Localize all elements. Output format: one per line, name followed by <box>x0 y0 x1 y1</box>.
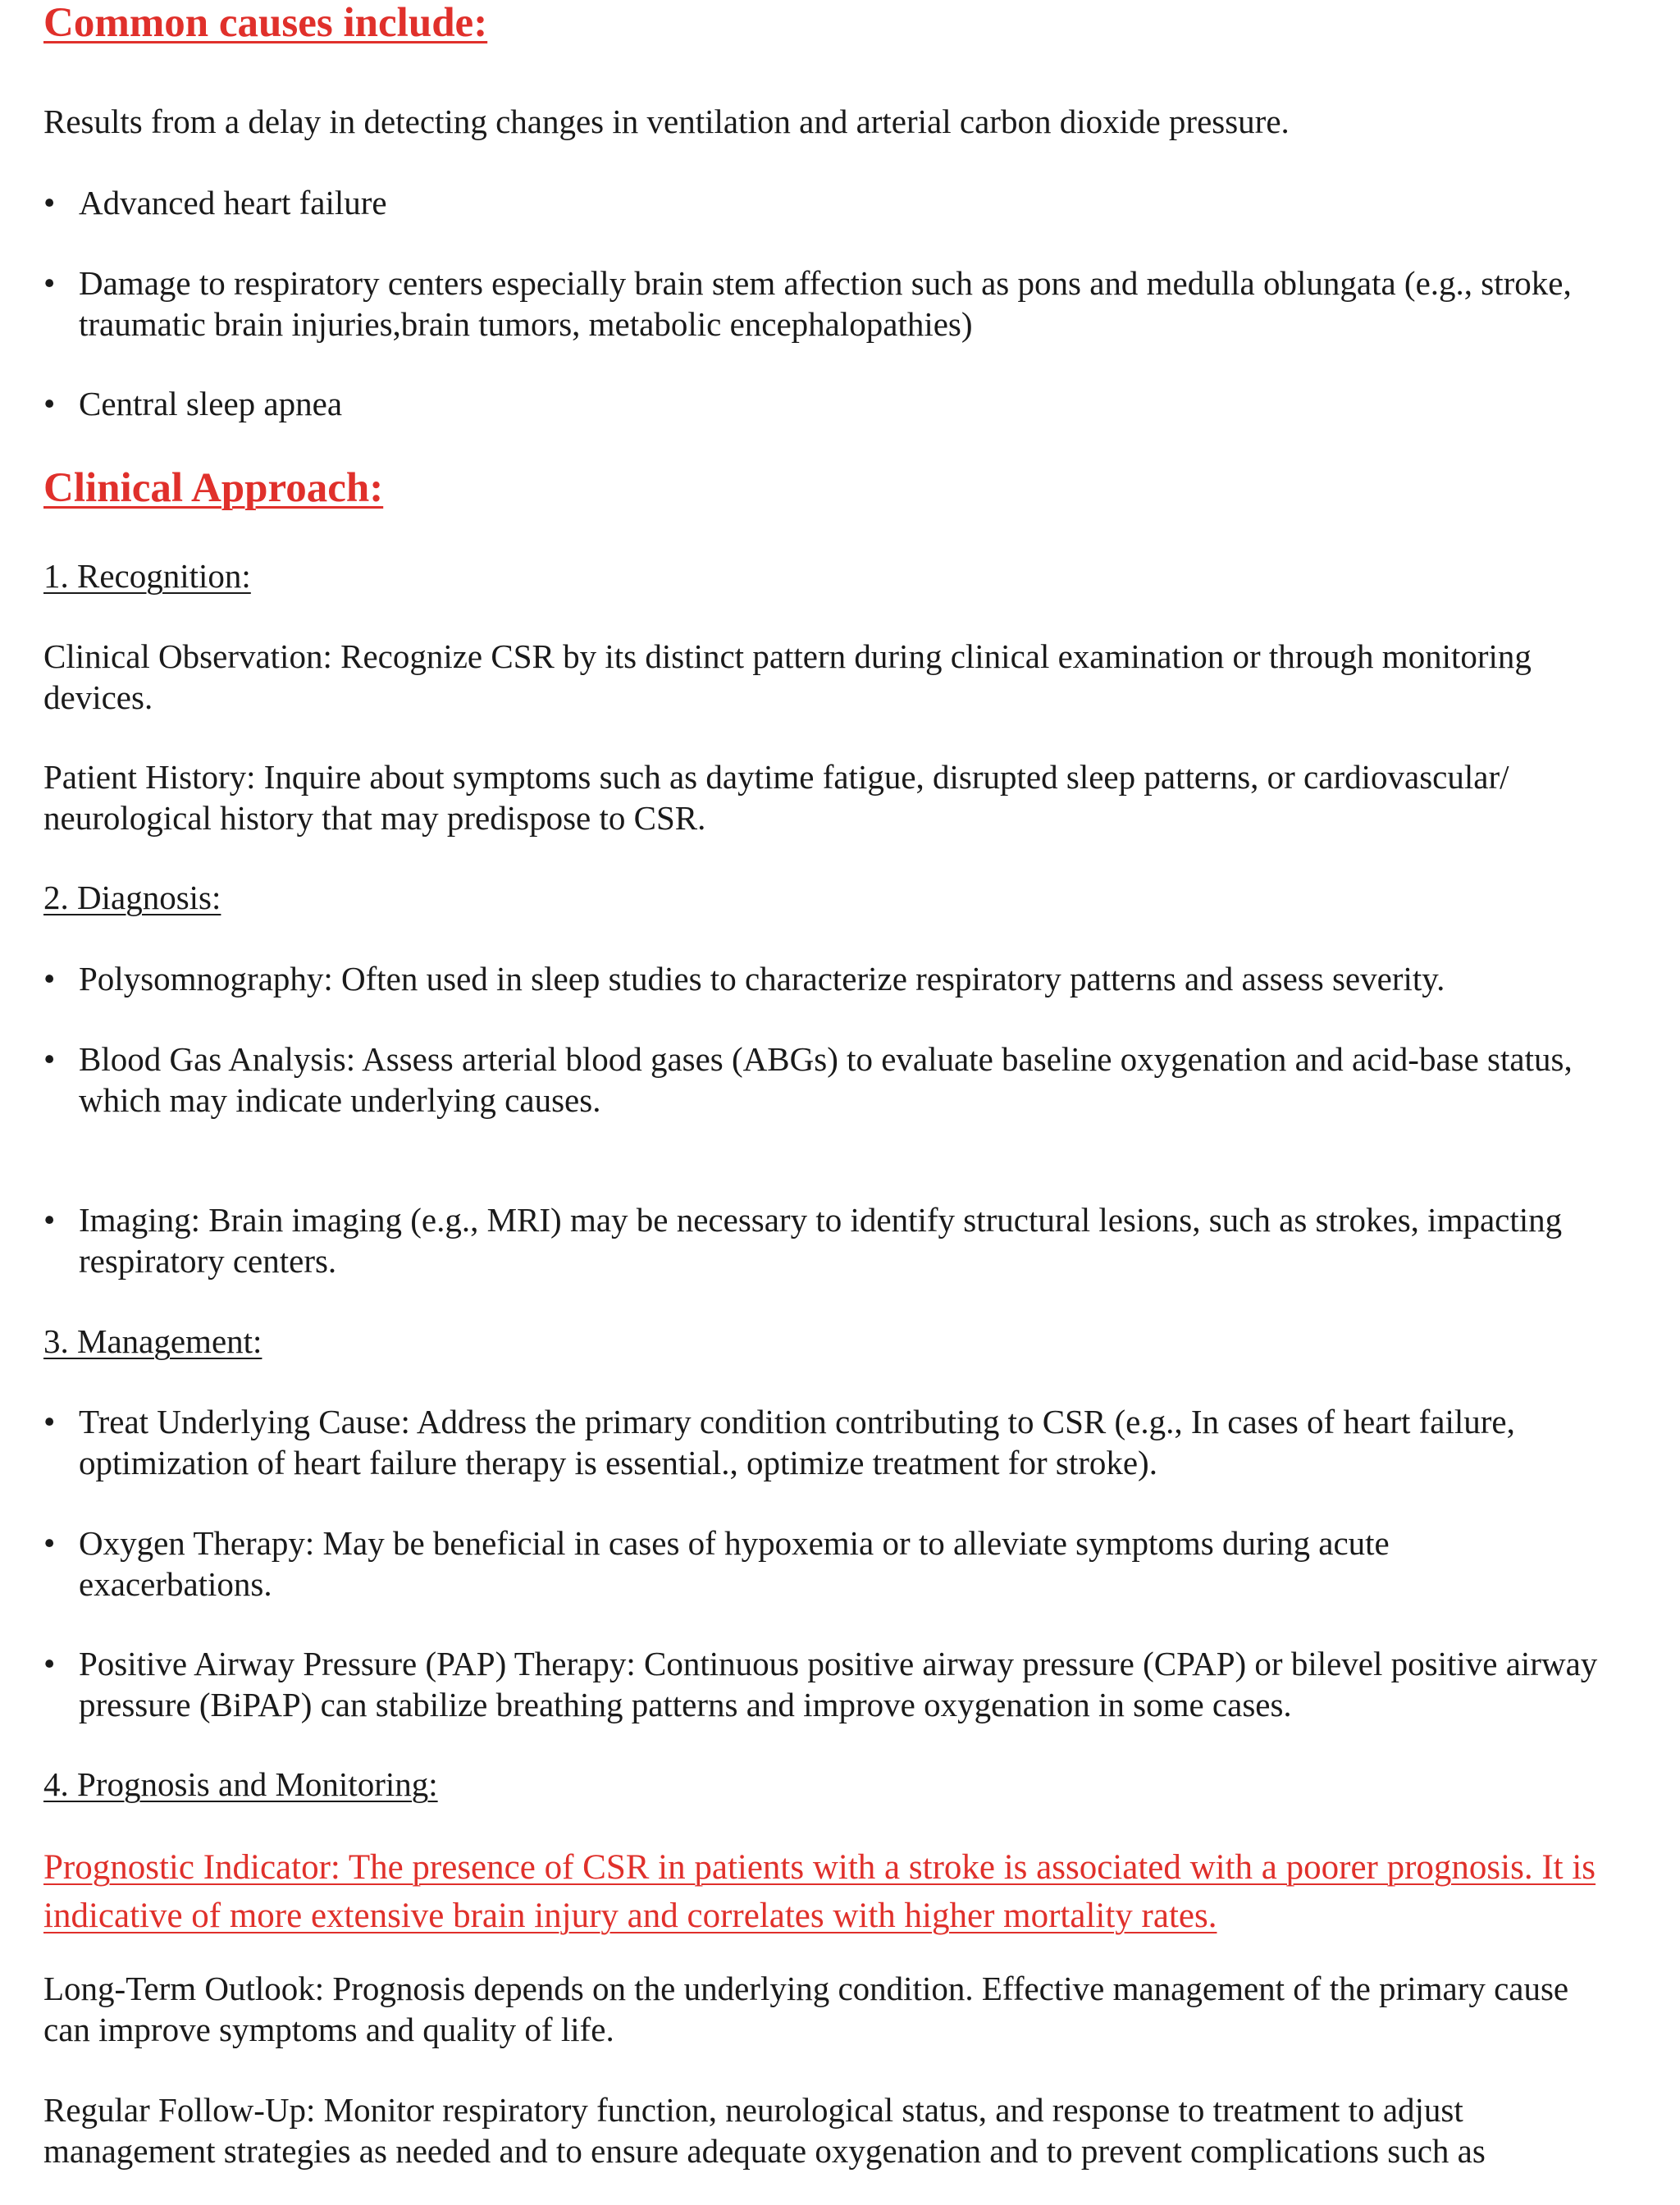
diagnosis-text: Blood Gas Analysis: Assess arterial blood gases (ABGs) to evaluate baseline oxygenation and acid-base status, which may indicate underlying causes. <box>79 1040 1573 1119</box>
bullet-icon: • <box>43 1645 56 1682</box>
management-text: Oxygen Therapy: May be beneficial in cases of hypoxemia or to alleviate symptoms during acute exacerbations. <box>79 1524 1390 1603</box>
bullet-icon: • <box>43 385 56 422</box>
cause-item <box>43 182 1651 223</box>
cause-item <box>43 383 1651 424</box>
heading-clinical-approach: Clinical Approach: <box>43 465 384 511</box>
cause-text: Advanced heart failure <box>79 184 387 221</box>
cause-text: Central sleep apnea <box>79 385 343 422</box>
section-title-management: 3. Management: <box>43 1322 262 1360</box>
diagnosis-item <box>43 1039 1602 1121</box>
bullet-icon: • <box>43 960 56 998</box>
section-title-recognition: 1. Recognition: <box>43 557 251 595</box>
bullet-icon: • <box>43 1201 56 1239</box>
bullet-icon: • <box>43 264 56 302</box>
prognostic-indicator: Prognostic Indicator: The presence of CSR in patients with a stroke is associated with a poorer prognosis. It is indicative of more extensive brain injury and correlates with higher mortality rates. <box>43 1848 1596 1935</box>
intro-paragraph: Results from a delay in detecting changes in ventilation and arterial carbon dioxide pressure. <box>43 103 1290 140</box>
recognition-observation: Clinical Observation: Recognize CSR by its distinct pattern during clinical examination or through monitoring devices. <box>43 637 1532 716</box>
long-term-outlook: Long-Term Outlook: Prognosis depends on the underlying condition. Effective management of the primary cause can improve symptoms and quality of life. <box>43 1970 1569 2048</box>
recognition-history: Patient History: Inquire about symptoms such as daytime fatigue, disrupted sleep patterns, or cardiovascular/ neurological history that may predispose to CSR. <box>43 758 1509 837</box>
management-item <box>43 1643 1610 1725</box>
management-text: Positive Airway Pressure (PAP) Therapy: Continuous positive airway pressure (CPAP) or bilevel positive airway pressure (BiPAP) can stabilize breathing patterns and improve oxygenation in some cases. <box>79 1645 1598 1723</box>
section-title-diagnosis: 2. Diagnosis: <box>43 879 221 916</box>
diagnosis-item <box>43 958 1651 999</box>
management-item <box>43 1522 1520 1605</box>
bullet-icon: • <box>43 1040 56 1078</box>
section-title-prognosis: 4. Prognosis and Monitoring: <box>43 1765 438 1803</box>
regular-follow-up: Regular Follow-Up: Monitor respiratory function, neurological status, and response to treatment to adjust management strategies as needed and to ensure adequate oxygenation and to prevent complications such as <box>43 2091 1486 2170</box>
cause-item <box>43 262 1602 345</box>
bullet-icon: • <box>43 1524 56 1562</box>
diagnosis-text: Imaging: Brain imaging (e.g., MRI) may be necessary to identify structural lesions, such as strokes, impacting respiratory centers. <box>79 1201 1563 1280</box>
bullet-icon: • <box>43 184 56 221</box>
diagnosis-item <box>43 1199 1651 1281</box>
heading-common-causes: Common causes include: <box>43 0 488 46</box>
bullet-icon: • <box>43 1403 56 1440</box>
management-text: Treat Underlying Cause: Address the primary condition contributing to CSR (e.g., In cases of heart failure, optimization of heart failure therapy is essential., optimize treatment for stroke). <box>79 1403 1515 1481</box>
cause-text: Damage to respiratory centers especially brain stem affection such as pons and medulla oblungata (e.g., stroke, traumatic brain injuries,brain tumors, metabolic encephalopathies) <box>79 264 1572 343</box>
diagnosis-text: Polysomnography: Often used in sleep studies to characterize respiratory patterns and assess severity. <box>79 960 1445 998</box>
management-item <box>43 1401 1651 1483</box>
